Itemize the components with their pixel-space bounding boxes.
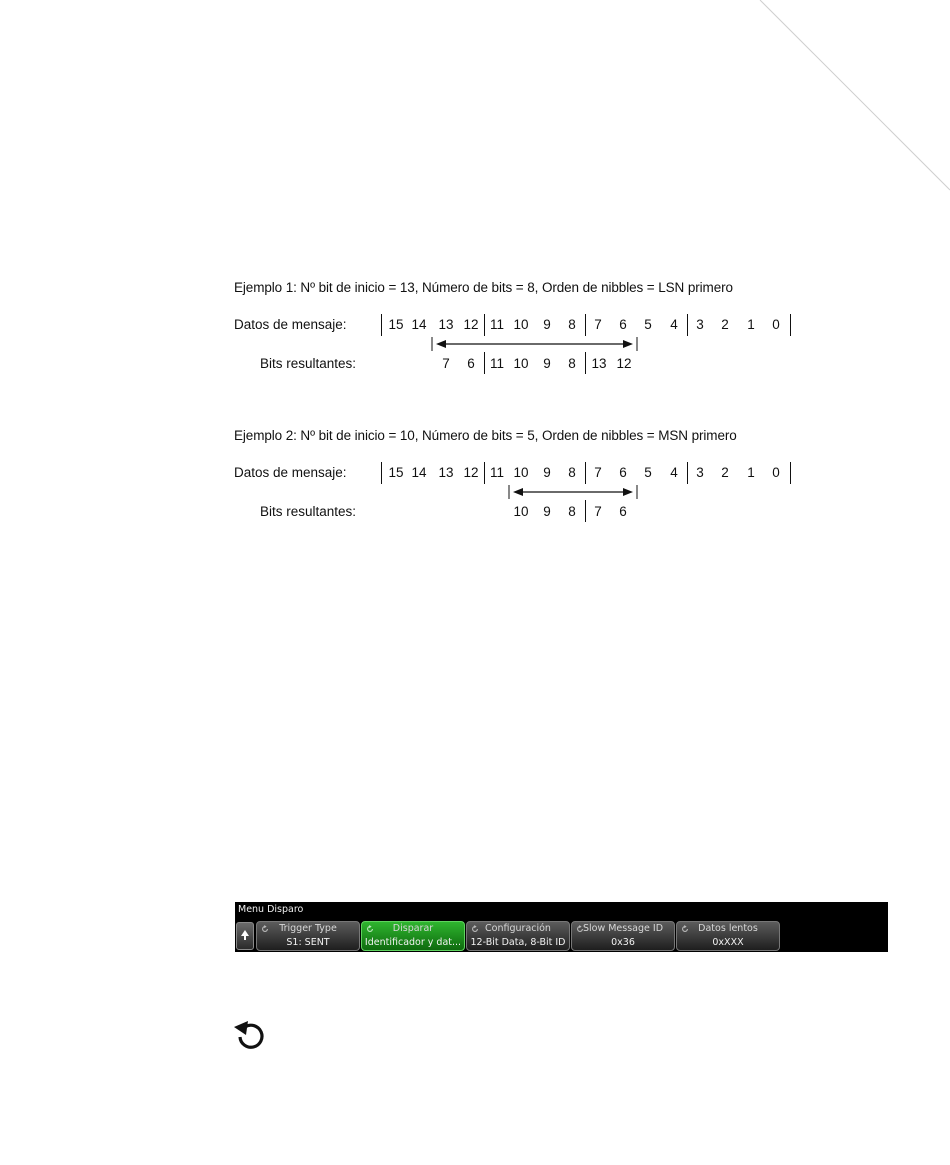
nibble-separator (585, 314, 586, 336)
result-bit: 9 (543, 504, 551, 519)
softkey-trigger-on[interactable] (361, 921, 465, 951)
message-bit: 2 (721, 317, 729, 332)
example-1-result-label: Bits resultantes: (260, 356, 357, 371)
result-bit: 8 (568, 356, 576, 371)
message-bit: 15 (388, 465, 404, 480)
message-bit: 12 (463, 465, 479, 480)
message-bit: 8 (568, 317, 576, 332)
message-bit: 4 (670, 465, 678, 480)
softkey-label: Disparar (392, 923, 434, 934)
message-bit: 10 (513, 317, 529, 332)
message-bit: 13 (438, 317, 454, 332)
message-bit: 10 (513, 465, 529, 480)
nibble-separator (381, 314, 382, 336)
softkey-slow-message-id[interactable] (571, 921, 675, 951)
nibble-separator (585, 462, 586, 484)
result-bit: 7 (594, 504, 602, 519)
nibble-separator (585, 352, 586, 374)
nibble-separator (790, 314, 791, 336)
message-bit: 0 (772, 465, 780, 480)
message-bit: 6 (619, 465, 627, 480)
result-bit: 10 (513, 504, 529, 519)
example-2-result-label: Bits resultantes: (260, 504, 357, 519)
nibble-separator (585, 500, 586, 522)
softkey-value: Identificador y dat... (364, 937, 462, 948)
message-bit: 2 (721, 465, 729, 480)
result-bit: 7 (442, 356, 450, 371)
softkey-value: 0xXXX (712, 937, 744, 948)
result-bit: 9 (543, 356, 551, 371)
nibble-separator (484, 462, 485, 484)
message-bit: 11 (489, 317, 505, 332)
result-bit: 12 (616, 356, 632, 371)
message-bit: 8 (568, 465, 576, 480)
message-bit: 7 (594, 317, 602, 332)
softkey-configuration[interactable] (466, 921, 570, 951)
entry-knob-icon (234, 1017, 270, 1049)
result-bit: 6 (619, 504, 627, 519)
softkey-value: S1: SENT (286, 937, 330, 948)
bit-range-arrow (505, 484, 642, 500)
result-bit: 11 (489, 356, 505, 371)
message-bit: 6 (619, 317, 627, 332)
message-bit: 7 (594, 465, 602, 480)
message-bit: 15 (388, 317, 404, 332)
message-bit: 3 (696, 317, 704, 332)
example-1-title: Ejemplo 1: Nº bit de inicio = 13, Número de bits = 8, Orden de nibbles = LSN primero (234, 280, 733, 295)
softkey-slow-data[interactable] (676, 921, 780, 951)
nibble-separator (484, 352, 485, 374)
nibble-separator (381, 462, 382, 484)
nibble-separator (790, 462, 791, 484)
example-2-message-label: Datos de mensaje: (234, 465, 347, 480)
result-bit: 13 (591, 356, 607, 371)
bit-range-arrow (428, 336, 642, 352)
result-bit: 10 (513, 356, 529, 371)
message-bit: 1 (747, 465, 755, 480)
softkey-label: Trigger Type (279, 923, 337, 934)
message-bit: 5 (644, 465, 652, 480)
message-bit: 4 (670, 317, 678, 332)
message-bit: 14 (411, 465, 427, 480)
message-bit: 11 (489, 465, 505, 480)
message-bit: 1 (747, 317, 755, 332)
up-arrow-stem (244, 935, 246, 940)
softkey-value: 12-Bit Data, 8-Bit ID (470, 937, 566, 948)
message-bit: 12 (463, 317, 479, 332)
example-2-title: Ejemplo 2: Nº bit de inicio = 10, Número de bits = 5, Orden de nibbles = MSN primero (234, 428, 737, 443)
softkey-value: 0x36 (611, 937, 635, 948)
nibble-separator (687, 462, 688, 484)
message-bit: 13 (438, 465, 454, 480)
message-bit: 9 (543, 465, 551, 480)
message-bit: 3 (696, 465, 704, 480)
nibble-separator (687, 314, 688, 336)
softkey-label: Configuración (485, 923, 551, 934)
result-bit: 8 (568, 504, 576, 519)
message-bit: 0 (772, 317, 780, 332)
message-bit: 9 (543, 317, 551, 332)
message-bit: 5 (644, 317, 652, 332)
softkey-trigger-type[interactable] (256, 921, 360, 951)
result-bit: 6 (467, 356, 475, 371)
nibble-separator (484, 314, 485, 336)
menu-up-button[interactable] (236, 922, 254, 950)
menu-title: Menu Disparo (238, 904, 304, 915)
softkey-label: Slow Message ID (582, 923, 664, 934)
trigger-menu-softkey-bar (235, 902, 888, 952)
example-1-message-label: Datos de mensaje: (234, 317, 347, 332)
message-bit: 14 (411, 317, 427, 332)
softkey-label: Datos lentos (698, 923, 758, 934)
